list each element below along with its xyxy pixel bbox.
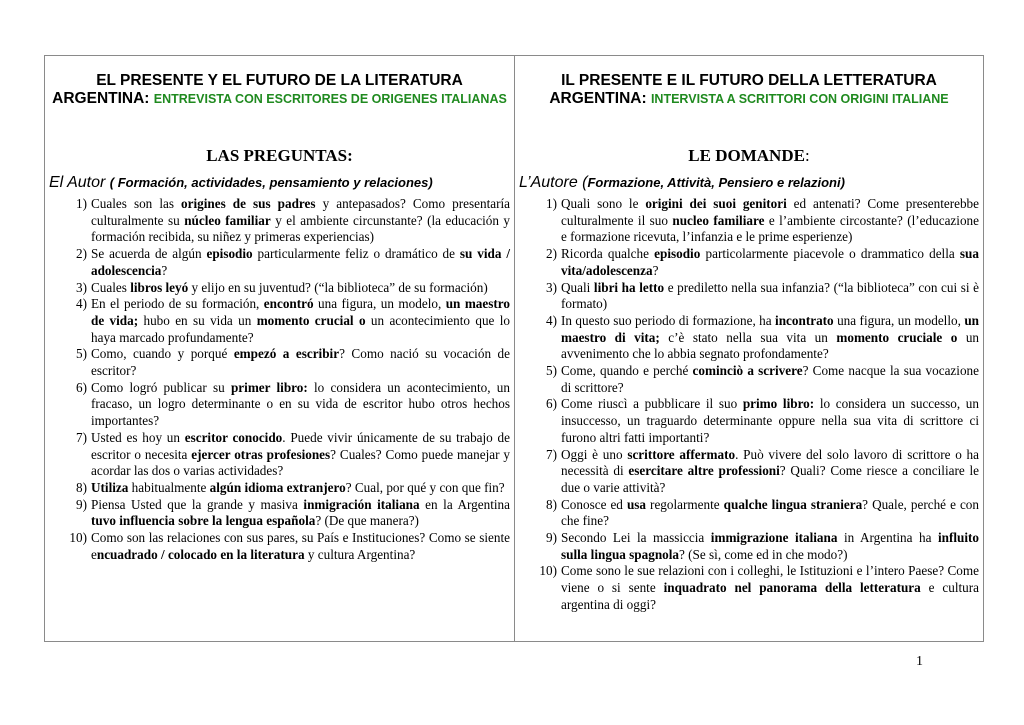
question-keyword: núcleo familiar bbox=[184, 212, 271, 228]
italian-author-label: L’Autore ( bbox=[519, 174, 588, 191]
question-keyword: origini dei suoi genitori bbox=[645, 196, 787, 211]
question-text bbox=[561, 363, 979, 396]
question-keyword: ejercer otras profesiones bbox=[191, 446, 331, 462]
question-item bbox=[49, 296, 510, 346]
question-fragment: Cuales bbox=[91, 279, 131, 295]
question-text bbox=[91, 380, 510, 430]
question-item bbox=[49, 497, 510, 530]
question-number: 7) bbox=[76, 429, 87, 445]
question-fragment: En el periodo de su formación, bbox=[91, 296, 264, 312]
question-keyword: incontrato bbox=[775, 312, 834, 328]
question-keyword: su vida / adolescencia bbox=[91, 246, 510, 278]
question-keyword: immigrazione italiana bbox=[710, 530, 838, 546]
question-number: 1) bbox=[546, 196, 557, 211]
spanish-author-label: El Autor bbox=[49, 174, 106, 191]
question-item bbox=[519, 396, 979, 446]
question-fragment: en la Argentina bbox=[419, 496, 510, 512]
question-fragment: ? Cuales? Como puede manejar y acordar las dos o varias actividades? bbox=[91, 446, 510, 479]
question-number: 8) bbox=[546, 496, 557, 512]
question-keyword: influito sulla lingua spagnola bbox=[561, 530, 979, 562]
question-fragment: ? bbox=[161, 262, 168, 278]
question-number: 3) bbox=[76, 279, 87, 295]
question-item bbox=[49, 246, 510, 279]
question-number: 1) bbox=[76, 196, 87, 211]
question-text bbox=[561, 530, 979, 563]
question-keyword: un maestro di vita; bbox=[561, 312, 979, 345]
question-fragment: una figura, un modelo, bbox=[313, 296, 446, 312]
question-keyword: un maestro de vida; bbox=[91, 296, 510, 328]
question-fragment: un acontecimiento que lo haya marcado profundamente? bbox=[91, 312, 510, 345]
italian-title-main: IL PRESENTE E IL FUTURO DELLA LETTERATURA ARGENTINA: bbox=[549, 72, 937, 107]
question-fragment: ? bbox=[652, 262, 659, 278]
question-keyword: esercitare altre professioni bbox=[628, 463, 780, 479]
question-fragment: Se acuerda de algún bbox=[91, 246, 207, 262]
question-fragment: Quali sono le bbox=[561, 196, 646, 211]
question-text bbox=[561, 246, 979, 279]
question-keyword: usa bbox=[626, 496, 647, 512]
question-keyword: qualche lingua straniera bbox=[723, 496, 863, 512]
question-fragment: un avvenimento che lo abbia segnato profondamente? bbox=[561, 329, 979, 362]
question-fragment: Oggi è uno bbox=[561, 446, 628, 462]
question-fragment: Come, quando e perché bbox=[561, 363, 693, 379]
question-fragment: Cuales son las bbox=[91, 196, 182, 211]
question-item bbox=[519, 363, 979, 396]
question-keyword: scrittore affermato bbox=[627, 446, 736, 462]
question-text bbox=[91, 246, 510, 279]
question-fragment: Usted es hoy un bbox=[91, 429, 185, 445]
question-fragment: particolarmente piacevole o drammatico della bbox=[700, 246, 960, 262]
question-text bbox=[561, 447, 979, 497]
question-fragment: lo considera un successo, un insuccesso, un traguardo determinante oppure nella sua vita di scrittore ci furono altri fatti importanti? bbox=[561, 396, 979, 445]
question-item bbox=[49, 346, 510, 379]
question-text bbox=[561, 196, 979, 246]
question-fragment: Como, cuando y porqué bbox=[91, 346, 234, 362]
spanish-title-main: EL PRESENTE Y EL FUTURO DE LA LITERATURA ARGENTINA: bbox=[52, 72, 463, 107]
question-fragment: y cultura Argentina? bbox=[304, 546, 416, 562]
question-fragment: y antepasados? Como presentaría culturalmente su bbox=[91, 196, 510, 228]
question-keyword: ncuadrado / colocado en la literatura bbox=[96, 546, 305, 562]
question-fragment: e prediletto nella sua infanzia? (“la biblioteca” con cui si è formato) bbox=[561, 279, 979, 312]
question-item bbox=[49, 530, 510, 563]
question-item bbox=[519, 313, 979, 363]
question-number: 3) bbox=[546, 279, 557, 295]
spanish-author-heading bbox=[49, 172, 510, 194]
question-number: 9) bbox=[546, 530, 557, 546]
question-item bbox=[49, 196, 510, 246]
question-number: 10) bbox=[69, 530, 87, 546]
question-item bbox=[519, 280, 979, 313]
question-fragment: ? Quali? Come riesce a conciliare le due o varie attività? bbox=[561, 463, 980, 495]
question-keyword: libros leyó bbox=[130, 279, 189, 295]
italian-section-colon: : bbox=[804, 146, 810, 165]
spanish-title-subtitle: ENTREVISTA CON ESCRITORES DE ORIGENES ITALIANAS bbox=[153, 92, 507, 106]
question-fragment: . Può vivere del solo lavoro di scrittore o ha necessità di bbox=[561, 446, 980, 479]
question-number: 5) bbox=[546, 363, 557, 379]
question-keyword: tuvo influencia sobre la lengua española bbox=[91, 513, 316, 529]
question-item bbox=[519, 563, 979, 613]
question-fragment: e cultura argentina di oggi? bbox=[561, 580, 979, 612]
question-number: 2) bbox=[76, 246, 87, 262]
question-item bbox=[519, 246, 979, 279]
question-text bbox=[561, 497, 979, 530]
question-number: 6) bbox=[76, 379, 87, 395]
italian-column bbox=[514, 56, 983, 641]
question-fragment: una figura, un modello, bbox=[833, 312, 965, 328]
question-item bbox=[49, 430, 510, 480]
italian-author-subtitle: Formazione, Attività, Pensiero e relazioni) bbox=[587, 175, 845, 190]
question-fragment: y el ambiente circunstante? (la educación y formación recibida, su niñez y primeras experiencias) bbox=[91, 212, 511, 245]
question-text bbox=[91, 196, 510, 246]
question-text bbox=[91, 530, 510, 563]
question-keyword: episodio bbox=[654, 246, 701, 262]
question-fragment: ? Quale, perché e con che fine? bbox=[561, 496, 979, 529]
question-fragment: particularmente feliz o dramático de bbox=[252, 246, 460, 262]
question-fragment: lo considera un acontecimiento, un fracaso, un logro determinante o en su vida de escritor hubo otros hechos importantes? bbox=[91, 379, 510, 429]
question-keyword: libri ha letto bbox=[593, 279, 665, 295]
question-number: 10) bbox=[539, 563, 557, 579]
question-fragment: Como son las relaciones con sus pares, su País e Instituciones? Como se siente e bbox=[91, 530, 510, 562]
question-number: 2) bbox=[546, 246, 557, 262]
spanish-question-list bbox=[49, 196, 510, 563]
question-fragment: Come sono le sue relazioni con i colleghi, le Istituzioni e l’intero Paese? Come viene o si sente bbox=[561, 563, 979, 596]
italian-title bbox=[519, 72, 979, 126]
question-fragment: c’è stato nella sua vita un bbox=[659, 329, 837, 345]
question-keyword: algún idioma extranjero bbox=[209, 479, 346, 495]
question-number: 4) bbox=[76, 296, 87, 312]
question-keyword: Utiliza bbox=[91, 479, 129, 495]
question-fragment: ? Como nació su vocación de escritor? bbox=[91, 346, 510, 379]
question-keyword: encontró bbox=[263, 296, 314, 312]
question-keyword: origines de sus padres bbox=[181, 196, 316, 211]
question-keyword: escritor conocido bbox=[184, 429, 283, 445]
question-keyword: sua vita/adolescenza bbox=[561, 246, 979, 278]
bilingual-table bbox=[44, 55, 984, 642]
question-keyword: nucleo familiare bbox=[672, 212, 765, 228]
question-number: 6) bbox=[546, 396, 557, 412]
question-fragment: e l’ambiente circostante? (l’educazione e formazione ricevuta, l’infanzia e le prime esperienze) bbox=[561, 212, 979, 245]
italian-title-subtitle: INTERVISTA A SCRITTORI CON ORIGINI ITALIANE bbox=[650, 92, 949, 106]
question-number: 7) bbox=[546, 446, 557, 462]
question-text bbox=[561, 313, 979, 363]
question-number: 9) bbox=[76, 496, 87, 512]
question-text bbox=[91, 280, 510, 297]
question-fragment: regolarmente bbox=[646, 496, 724, 512]
question-text bbox=[91, 346, 510, 379]
question-item bbox=[519, 196, 979, 246]
question-fragment: in Argentina ha bbox=[837, 530, 938, 546]
question-fragment: Quali bbox=[561, 279, 594, 295]
page-number: 1 bbox=[916, 654, 923, 669]
question-item bbox=[49, 480, 510, 497]
spanish-section-heading: LAS PREGUNTAS: bbox=[206, 146, 353, 165]
question-fragment: Conosce ed bbox=[561, 496, 627, 512]
question-item bbox=[49, 280, 510, 297]
question-keyword: inmigración italiana bbox=[303, 496, 420, 512]
question-fragment: Come riuscì a pubblicare il suo bbox=[561, 396, 743, 412]
question-fragment: hubo en su vida un bbox=[138, 312, 257, 328]
question-fragment: ? Cual, por qué y con que fin? bbox=[345, 479, 505, 495]
question-keyword: empezó a escribir bbox=[233, 346, 340, 362]
spanish-author-subtitle: ( Formación, actividades, pensamiento y relaciones) bbox=[109, 175, 433, 190]
spanish-column bbox=[45, 56, 514, 641]
question-text bbox=[91, 430, 510, 480]
question-item bbox=[519, 530, 979, 563]
question-fragment: ? (Se sì, come ed in che modo?) bbox=[679, 546, 848, 562]
question-text bbox=[561, 280, 979, 313]
question-keyword: primer libro: bbox=[230, 379, 308, 395]
question-fragment: ? (De que manera?) bbox=[315, 513, 419, 529]
question-text bbox=[561, 396, 979, 446]
question-text bbox=[91, 480, 510, 497]
question-fragment: Como logró publicar su bbox=[91, 379, 231, 395]
question-item bbox=[519, 447, 979, 497]
italian-author-heading bbox=[519, 172, 979, 194]
question-fragment: ed antenati? Come presenterebbe culturalmente il suo bbox=[561, 196, 980, 228]
italian-question-list bbox=[519, 196, 979, 614]
question-text bbox=[91, 497, 510, 530]
question-fragment: habitualmente bbox=[128, 479, 210, 495]
question-number: 4) bbox=[546, 312, 557, 328]
question-keyword: cominciò a scrivere bbox=[692, 363, 803, 379]
question-fragment: In questo suo periodo di formazione, ha bbox=[561, 312, 776, 328]
question-item bbox=[49, 380, 510, 430]
question-keyword: episodio bbox=[206, 246, 253, 262]
question-fragment: Secondo Lei la massiccia bbox=[561, 530, 711, 546]
italian-section-text: LE DOMANDE bbox=[688, 146, 805, 165]
question-text bbox=[561, 563, 979, 613]
question-text bbox=[91, 296, 510, 346]
question-fragment: Piensa Usted que la grande y masiva bbox=[91, 496, 304, 512]
question-fragment: Ricorda qualche bbox=[561, 246, 655, 262]
question-keyword: momento cruciale o bbox=[836, 329, 958, 345]
question-number: 5) bbox=[76, 346, 87, 362]
italian-section-heading bbox=[519, 146, 979, 166]
question-fragment: . Puede vivir únicamente de su trabajo de escritor o necesita bbox=[91, 429, 510, 462]
question-number: 8) bbox=[76, 479, 87, 495]
question-keyword: primo libro: bbox=[742, 396, 815, 412]
question-keyword: momento crucial o bbox=[256, 312, 366, 328]
question-keyword: inquadrato nel panorama della letteratura bbox=[663, 580, 921, 596]
spanish-title bbox=[49, 72, 510, 126]
question-fragment: y elijo en su juventud? (“la biblioteca” de su formación) bbox=[188, 279, 488, 295]
question-item bbox=[519, 497, 979, 530]
question-fragment: ? Come nacque la sua vocazione di scrittore? bbox=[561, 363, 979, 395]
